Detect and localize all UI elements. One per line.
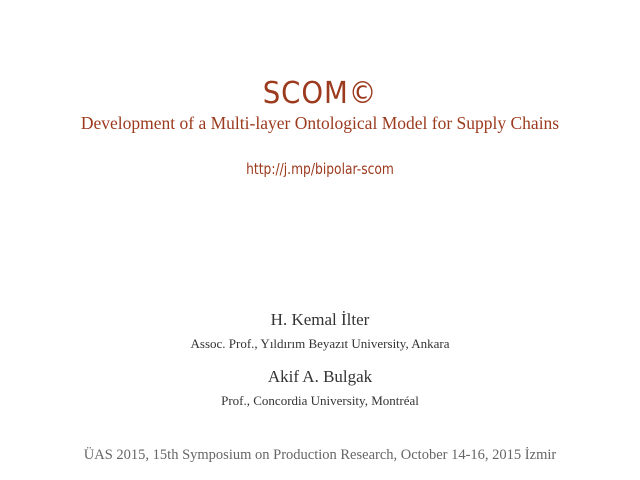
event-footer: ÜAS 2015, 15th Symposium on Production Research, October 14-16, 2015 İzmir: [83, 447, 557, 463]
author-affiliation-2: Prof., Concordia University, Montréal: [221, 393, 419, 408]
slide-title: SCOM©: [262, 76, 378, 111]
slide-subtitle: Development of a Multi-layer Ontological Model for Supply Chains: [80, 113, 560, 133]
author-affiliation-1: Assoc. Prof., Yıldırım Beyazıt University, Ankara: [190, 336, 450, 351]
author-name-2: Akif A. Bulgak: [267, 367, 373, 386]
project-link[interactable]: http://j.mp/bipolar-scom: [246, 160, 394, 178]
author-name-1: H. Kemal İlter: [270, 310, 370, 329]
